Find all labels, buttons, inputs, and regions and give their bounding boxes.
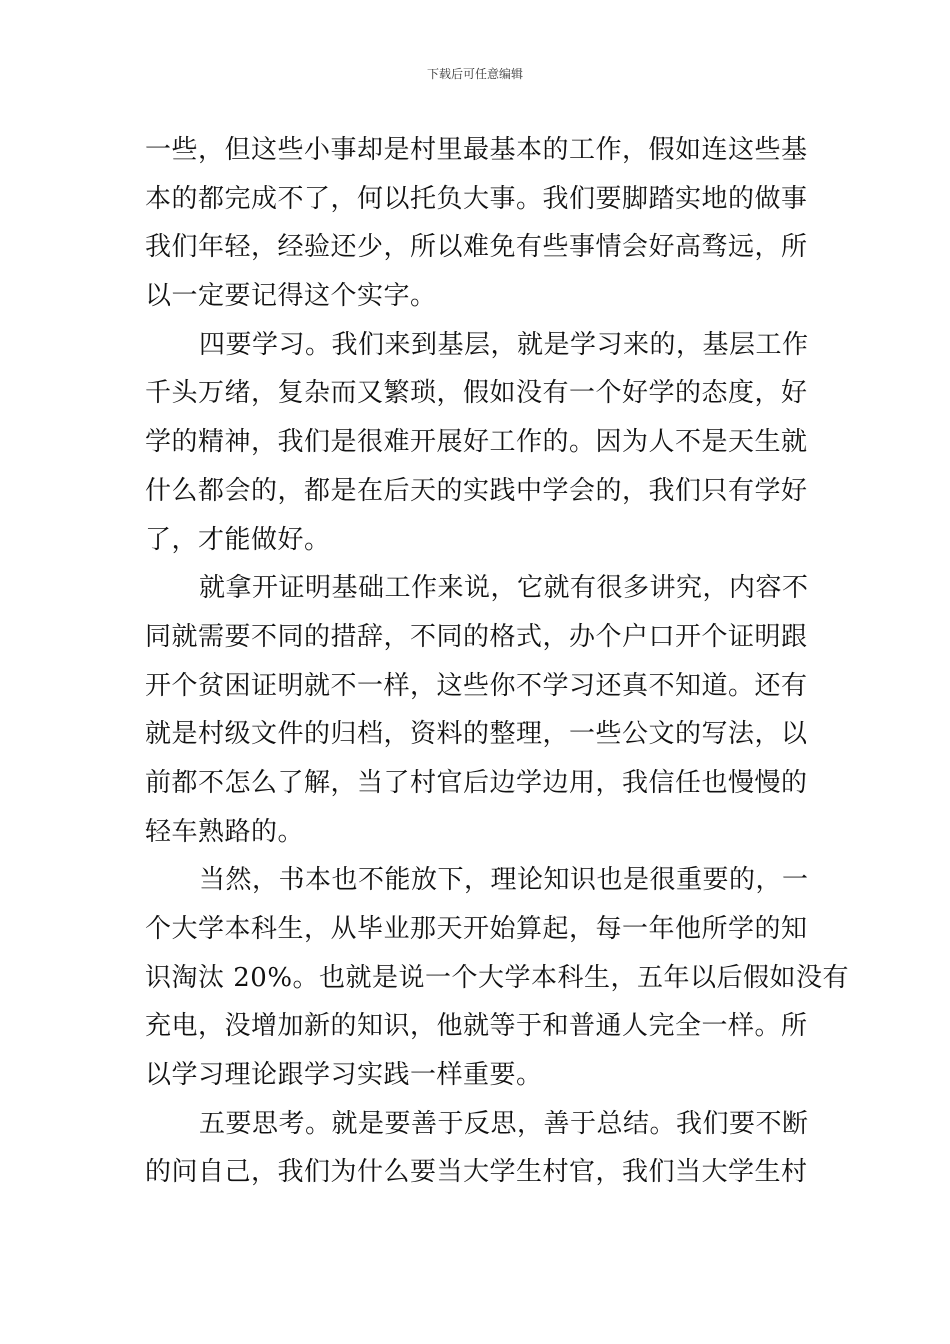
text-line: 了，才能做好。 — [145, 524, 331, 555]
text-line: 学的精神，我们是很难开展好工作的。因为人不是天生就 — [145, 427, 808, 458]
text-line: 以学习理论跟学习实践一样重要。 — [145, 1060, 543, 1091]
text-line: 就是村级文件的归档，资料的整理，一些公文的写法，以 — [145, 719, 808, 750]
paragraph-first-line: 五要思考。就是要善于反思，善于总结。我们要不断 — [199, 1108, 809, 1139]
document-body — [145, 126, 850, 1197]
text-line: 我们年轻，经验还少，所以难免有些事情会好高骛远，所 — [145, 232, 808, 263]
paragraph-first-line: 四要学习。我们来到基层，就是学习来的，基层工作 — [199, 329, 809, 360]
text-line: 轻车熟路的。 — [145, 816, 305, 847]
text-line: 同就需要不同的措辞，不同的格式，办个户口开个证明跟 — [145, 621, 808, 652]
text-line: 千头万绪，复杂而又繁琐，假如没有一个好学的态度，好 — [145, 378, 808, 409]
text-line: 的问自己，我们为什么要当大学生村官，我们当大学生村 — [145, 1157, 808, 1188]
text-line: 一些，但这些小事却是村里最基本的工作，假如连这些基 — [145, 135, 808, 165]
text-line: 前都不怎么了解，当了村官后边学边用，我信任也慢慢的 — [145, 767, 808, 798]
page-header: 下载后可任意编辑 — [426, 67, 523, 81]
text-line: 以一定要记得这个实字。 — [145, 281, 437, 312]
text-line: 个大学本科生，从毕业那天开始算起，每一年他所学的知 — [145, 914, 808, 944]
paragraph-first-line: 当然，书本也不能放下，理论知识也是很重要的，一 — [199, 865, 809, 896]
paragraph-first-line: 就拿开证明基础工作来说，它就有很多讲究，内容不 — [199, 573, 809, 604]
text-line: 开个贫困证明就不一样，这些你不学习还真不知道。还有 — [145, 670, 808, 701]
text-line: 识淘汰 20%。也就是说一个大学本科生，五年以后假如没有 — [145, 962, 850, 993]
text-line: 什么都会的，都是在后天的实践中学会的，我们只有学好 — [145, 475, 808, 506]
text-line: 本的都完成不了，何以托负大事。我们要脚踏实地的做事 — [145, 183, 808, 214]
text-line: 充电，没增加新的知识，他就等于和普通人完全一样。所 — [145, 1011, 808, 1042]
